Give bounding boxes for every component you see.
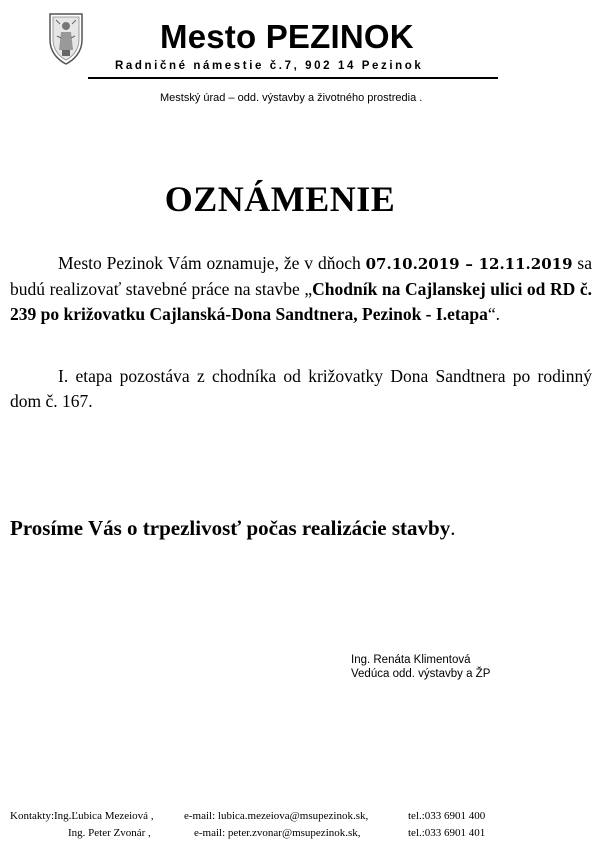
city-title: Mesto PEZINOK bbox=[160, 18, 414, 55]
close-quote: “. bbox=[487, 304, 501, 324]
open-quote: „ bbox=[304, 279, 313, 299]
project-name: Chodník na Cajlanskej ulici od RD č. 239 po križovatku Cajlanská-Dona Sandtnera, Pezinok - I.etapa bbox=[10, 279, 592, 324]
work-dates: 07.10.2019 – 12.11.2019 bbox=[365, 255, 573, 273]
closing-text: Prosíme Vás o trpezlivosť počas realizácie stavby bbox=[10, 516, 451, 540]
header-divider bbox=[88, 77, 498, 79]
contact-phone: tel.:033 6901 401 bbox=[408, 827, 486, 839]
pezinok-coat-of-arms-icon bbox=[46, 10, 86, 66]
contact-phone: tel.:033 6901 400 bbox=[408, 810, 486, 822]
closing-request bbox=[10, 516, 455, 541]
signer-name: Ing. Renáta Klimentová bbox=[351, 654, 471, 666]
notice-paragraph-1 bbox=[10, 251, 592, 327]
signer-role: Vedúca odd. výstavby a ŽP bbox=[351, 668, 491, 680]
notice-paragraph-2: I. etapa pozostáva z chodníka od križovatky Dona Sandtnera po rodinný dom č. 167. bbox=[10, 366, 592, 411]
city-address: Radničné námestie č.7, 902 14 Pezinok bbox=[115, 60, 424, 72]
contact-name: Ing. Peter Zvonár , bbox=[68, 827, 151, 839]
paragraph-text: sa budú realizovať stavebné práce na stavbe bbox=[10, 253, 592, 299]
signature-block bbox=[351, 653, 490, 681]
paragraph-text: Mesto Pezinok Vám oznamuje, že v dňoch bbox=[58, 253, 366, 273]
notice-heading: OZNÁMENIE bbox=[164, 179, 396, 219]
closing-dot: . bbox=[450, 516, 456, 540]
department-line: Mestský úrad – odd. výstavby a životného prostredia . bbox=[160, 92, 423, 104]
contact-name: Kontakty:Ing.Ľubica Mezeiová , bbox=[10, 810, 154, 822]
contact-email[interactable]: e-mail: peter.zvonar@msupezinok.sk, bbox=[194, 827, 361, 839]
contact-email[interactable]: e-mail: lubica.mezeiova@msupezinok.sk, bbox=[184, 810, 369, 822]
